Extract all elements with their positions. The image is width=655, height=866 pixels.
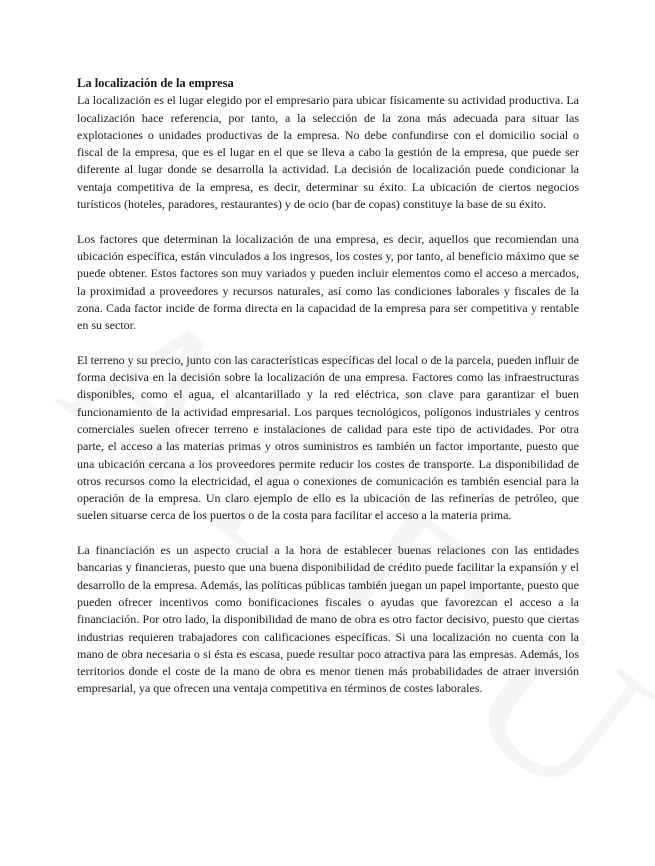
paragraph-3: El terreno y su precio, junto con las características específicas del local o de la parcela, pueden influir de forma decisiva en la decisión sobre la localización de una empresa. Factores como las infraestructuras disponibles, como el agua, el alcantarillado y la red eléctrica, son clave para garantizar el buen funcionamiento de la actividad empresarial. Los parques tecnológicos, polígonos industriales y centros comerciales suelen ofrecer terreno e instalaciones de calidad para este tipo de actividades. Por otra parte, el acceso a las materias primas y otros suministros es también un factor importante, puesto que una ubicación cercana a los proveedores permite reducir los costes de transporte. La disponibilidad de otros recursos como la electricidad, el agua o conexiones de comunicación es también esencial para la operación de la empresa. Un claro ejemplo de ello es la ubicación de las refinerías de petróleo, que suelen situarse cerca de los puertos o de la costa para facilitar el acceso a la materia prima. [77, 352, 579, 523]
paragraph-4: La financiación es un aspecto crucial a la hora de establecer buenas relaciones con las entidades bancarias y financieras, puesto que una buena disponibilidad de crédito puede facilitar la expansión y el desarrollo de la empresa. Además, las políticas públicas también juegan un papel importante, puesto que pueden ofrecer incentivos como bonificaciones fiscales o ayudas que favorezcan el acceso a la financiación. Por otro lado, la disponibilidad de mano de obra es otro factor decisivo, puesto que ciertas industrias requieren trabajadores con calificaciones específicas. Si una localización no cuenta con la mano de obra necesaria o si ésta es escasa, puede resultar poco atractiva para las empresas. Además, los territorios donde el coste de la mano de obra es menor tienen más probabilidades de atraer inversión empresarial, ya que ofrecen una ventaja competitiva en términos de costes laborales. [77, 543, 579, 696]
document-body [77, 75, 579, 715]
paragraph-1: La localización es el lugar elegido por el empresario para ubicar físicamente su actividad productiva. La localización hace referencia, por tanto, a la selección de la zona más adecuada para situar las explotaciones o unidades productivas de la empresa. No debe confundirse con el domicilio social o fiscal de la empresa, que es el lugar en el que se lleva a cabo la gestión de la empresa, que puede ser diferente al lugar donde se desarrolla la actividad. La decisión de localización puede condicionar la ventaja competitiva de la empresa, es decir, determinar su éxito. La ubicación de ciertos negocios turísticos (hoteles, paradores, restaurantes) y de ocio (bar de copas) constituye la base de su éxito. [77, 93, 579, 212]
paragraph-2: Los factores que determinan la localización de una empresa, es decir, aquellos que recomiendan una ubicación específica, están vinculados a los ingresos, los costes y, por tanto, al beneficio máximo que se puede obtener. Estos factores son muy variados y pueden incluir elementos como el acceso a mercados, la proximidad a proveedores y recursos naturales, así como las condiciones laborales y fiscales de la zona. Cada factor incide de forma directa en la capacidad de la empresa para ser competitiva y rentable en su sector. [77, 231, 579, 333]
document-title: La localización de la empresa [77, 76, 234, 90]
